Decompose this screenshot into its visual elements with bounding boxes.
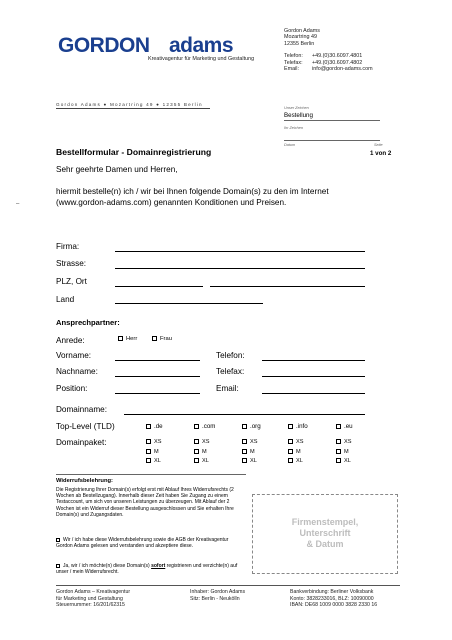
company-label: Firma: xyxy=(56,242,80,251)
package-size-label: XL xyxy=(296,458,303,464)
checkbox-package[interactable] xyxy=(288,439,293,444)
withdrawal-rule xyxy=(56,474,246,475)
footer-account: Konto: 3828233016, BLZ: 10090000 xyxy=(290,595,374,602)
contact-person-heading: Ansprechpartner: xyxy=(56,318,120,327)
page-label: Seite xyxy=(374,143,383,147)
country-label: Land xyxy=(56,295,75,304)
checkbox-package[interactable] xyxy=(242,449,247,454)
your-sign-label: Ihr Zeichen xyxy=(284,126,303,130)
footer-company-sub: für Marketing und Gestaltung xyxy=(56,595,123,602)
contact-fax-field-label: Telefax: xyxy=(216,367,245,376)
tld-com-label: .com xyxy=(202,423,216,430)
checkbox-mrs[interactable] xyxy=(152,336,157,341)
tld-option-org[interactable] xyxy=(242,423,261,430)
checkbox-package[interactable] xyxy=(194,458,199,463)
salutation-mrs[interactable] xyxy=(152,336,172,342)
domainname-label: Domainname: xyxy=(56,405,107,414)
package-option[interactable] xyxy=(288,438,303,448)
tld-org-label: .org xyxy=(250,423,261,430)
checkbox-tld-de[interactable] xyxy=(146,424,151,429)
tld-label: Top-Level (TLD) xyxy=(56,422,115,431)
tld-info-label: .info xyxy=(296,423,308,430)
street-label: Strasse: xyxy=(56,259,87,268)
position-field[interactable] xyxy=(115,393,200,394)
contact-fax-label: Telefax: xyxy=(284,59,303,66)
stamp-line-1: Firmenstempel, xyxy=(291,517,359,527)
checkbox-package[interactable] xyxy=(146,439,151,444)
package-option[interactable] xyxy=(146,457,161,467)
footer-iban: IBAN: DE68 1009 0000 3828 2330 16 xyxy=(290,602,378,609)
checkbox-package[interactable] xyxy=(336,449,341,454)
footer-owner: Inhaber: Gordon Adams xyxy=(190,589,246,595)
contact-phone-label: Telefon: xyxy=(284,53,303,60)
checkbox-package[interactable] xyxy=(194,439,199,444)
tld-option-com[interactable] xyxy=(194,423,215,430)
contact-phone: +49.(0)30.6097.4801 xyxy=(312,53,363,60)
contact-city: 12355 Berlin xyxy=(284,40,315,47)
our-sign-value: Bestellung xyxy=(284,112,313,119)
package-option[interactable] xyxy=(194,448,209,458)
package-size-label: XS xyxy=(154,439,162,445)
lastname-field[interactable] xyxy=(115,376,200,377)
package-size-label: XL xyxy=(154,458,161,464)
firstname-label: Vorname: xyxy=(56,351,92,360)
tld-option-eu[interactable] xyxy=(336,423,353,430)
city-field[interactable] xyxy=(210,286,365,287)
package-size-label: XS xyxy=(250,439,258,445)
package-size-label: XS xyxy=(344,439,352,445)
salutation-label: Anrede: xyxy=(56,336,85,345)
contact-block xyxy=(284,28,373,72)
company-field[interactable] xyxy=(115,251,365,252)
city-label: PLZ, Ort xyxy=(56,277,87,286)
date-label: Datum xyxy=(284,143,296,147)
package-option[interactable] xyxy=(336,457,351,467)
firstname-field[interactable] xyxy=(115,360,200,361)
checkbox-package[interactable] xyxy=(242,458,247,463)
our-sign-label: Unser Zeichen xyxy=(284,106,309,110)
package-size-label: XL xyxy=(202,458,209,464)
withdrawal-text: Die Registrierung Ihrer Domain(s) erfolgt erst mit Ablauf Ihres Widerrufsrechts (2 Wochen ab Bestellzugang). Innerhalb dieser Zeit haben Sie Zugang zu einem Testaccount, um sich von unseren Leistungen zu überzeugen. Mit Ablauf der 2 Wochen ist ein Widerruf dieser Bestellung ausgeschlossen und Sie erhalten Ihre Domain(s) und Zugangsdaten. xyxy=(56,487,234,518)
logo-mark xyxy=(58,34,270,56)
agb-check-row[interactable] xyxy=(56,537,244,549)
salutation-mr-label: Herr xyxy=(126,336,138,343)
package-size-label: XL xyxy=(250,458,257,464)
package-option[interactable] xyxy=(146,448,161,458)
footer-col-3 xyxy=(290,589,377,609)
checkbox-package[interactable] xyxy=(288,449,293,454)
contact-name: Gordon Adams xyxy=(284,28,320,34)
package-option[interactable] xyxy=(242,457,257,467)
stamp-box[interactable] xyxy=(252,494,398,574)
tld-option-info[interactable] xyxy=(288,423,308,430)
page-value: 1 von 2 xyxy=(370,150,392,157)
package-size-label: M xyxy=(202,448,207,455)
logo-adams-group xyxy=(169,34,270,56)
company-logo xyxy=(58,34,270,56)
footer-tax: Steuernummer: 16/201/62315 xyxy=(56,602,125,609)
intro-text: hiermit bestelle(n) ich / wir bei Ihnen folgende Domain(s) zu den im Internet (www.gordon-adams.com) genannten Konditionen und Preisen. xyxy=(56,187,329,207)
agb-check-text: Wir / ich habe diese Widerrufsbelehrung sowie die AGB der Kreativagentur Gordon Adams gelesen und verstanden und akzeptiere diese. xyxy=(56,537,229,550)
logo-text-adams: adams xyxy=(169,34,234,56)
contact-phone-field-label: Telefon: xyxy=(216,351,245,360)
contact-phone-field[interactable] xyxy=(262,360,365,361)
package-col-1 xyxy=(146,438,161,467)
withdrawal-heading: Widerrufsbelehrung: xyxy=(56,478,113,484)
checkbox-tld-eu[interactable] xyxy=(336,424,341,429)
checkbox-package[interactable] xyxy=(146,449,151,454)
package-option[interactable] xyxy=(336,438,351,448)
domainname-field[interactable] xyxy=(124,414,365,415)
street-field[interactable] xyxy=(115,268,365,269)
package-option[interactable] xyxy=(288,448,303,458)
package-option[interactable] xyxy=(194,457,209,467)
package-size-label: XL xyxy=(344,458,351,464)
stamp-label xyxy=(253,517,397,550)
checkbox-package[interactable] xyxy=(288,458,293,463)
waive-check-row[interactable] xyxy=(56,563,244,575)
checkbox-tld-org[interactable] xyxy=(242,424,247,429)
contact-fax: +49.(0)30.6097.4802 xyxy=(312,59,363,66)
checkbox-tld-com[interactable] xyxy=(194,424,199,429)
form-title: Bestellformular - Domainregistrierung xyxy=(56,147,212,157)
sender-rule xyxy=(56,108,210,109)
tld-option-de[interactable] xyxy=(146,423,163,430)
footer-seat: Sitz: Berlin - Neukölln xyxy=(190,595,240,602)
checkbox-package[interactable] xyxy=(194,449,199,454)
package-col-4 xyxy=(288,438,303,467)
contact-email-label: Email: xyxy=(284,66,299,73)
package-size-label: M xyxy=(250,448,255,455)
waive-text-c: registrieren und verzichte(n) auf unser / mein Widerrufsrecht. xyxy=(56,563,238,576)
footer-rule xyxy=(56,585,400,586)
package-option[interactable] xyxy=(146,438,161,448)
checkbox-waive[interactable] xyxy=(56,564,60,568)
zip-field[interactable] xyxy=(115,286,203,287)
position-label: Position: xyxy=(56,384,88,393)
package-option[interactable] xyxy=(288,457,303,467)
checkbox-package[interactable] xyxy=(336,458,341,463)
stamp-line-3: & Datum xyxy=(306,539,344,549)
contact-email-row xyxy=(284,66,373,72)
checkbox-agb[interactable] xyxy=(56,538,60,542)
package-label: Domainpaket: xyxy=(56,438,107,447)
tld-de-label: .de xyxy=(154,423,163,430)
tld-eu-label: .eu xyxy=(344,423,353,430)
package-col-3 xyxy=(242,438,257,467)
package-option[interactable] xyxy=(242,448,257,458)
fold-mark: – xyxy=(16,201,20,207)
package-col-5 xyxy=(336,438,351,467)
contact-email-field-label: Email: xyxy=(216,384,239,393)
greeting: Sehr geehrte Damen und Herren, xyxy=(56,165,178,174)
package-size-label: M xyxy=(344,448,349,455)
salutation-mr[interactable] xyxy=(118,336,137,342)
footer-col-2 xyxy=(190,589,245,602)
stamp-line-2: Unterschrift xyxy=(299,528,351,538)
waive-text-a: Ja, wir / ich möchte(n) diese Domain(s) xyxy=(63,563,152,569)
checkbox-mr[interactable] xyxy=(118,336,123,341)
logo-text-gordon: GORDON xyxy=(58,34,150,56)
package-size-label: XS xyxy=(296,439,304,445)
our-sign-rule xyxy=(284,120,380,121)
waive-text-b: sofort xyxy=(151,563,166,569)
package-size-label: XS xyxy=(202,439,210,445)
checkbox-tld-info[interactable] xyxy=(288,424,293,429)
your-sign-rule xyxy=(284,140,380,141)
package-size-label: M xyxy=(296,448,301,455)
package-option[interactable] xyxy=(336,448,351,458)
checkbox-package[interactable] xyxy=(242,439,247,444)
contact-fax-field[interactable] xyxy=(262,376,365,377)
footer-bank: Bankverbindung: Berliner Volksbank xyxy=(290,589,374,595)
contact-email-field[interactable] xyxy=(262,393,365,394)
package-option[interactable] xyxy=(194,438,209,448)
lastname-label: Nachname: xyxy=(56,367,98,376)
country-field[interactable] xyxy=(115,303,263,304)
tagline: Kreativagentur für Marketing und Gestaltung xyxy=(148,56,255,62)
checkbox-package[interactable] xyxy=(146,458,151,463)
sender-line: Gordon Adams ● Mozartring 49 ● 12355 Berlin xyxy=(56,102,203,107)
checkbox-package[interactable] xyxy=(336,439,341,444)
contact-email: info@gordon-adams.com xyxy=(312,66,373,73)
contact-street: Mozartring 49 xyxy=(284,34,317,41)
footer-company: Gordon Adams – Kreativagentur xyxy=(56,589,131,595)
package-option[interactable] xyxy=(242,438,257,448)
salutation-mrs-label: Frau xyxy=(160,336,172,343)
package-size-label: M xyxy=(154,448,159,455)
footer-col-1 xyxy=(56,589,130,609)
package-col-2 xyxy=(194,438,209,467)
